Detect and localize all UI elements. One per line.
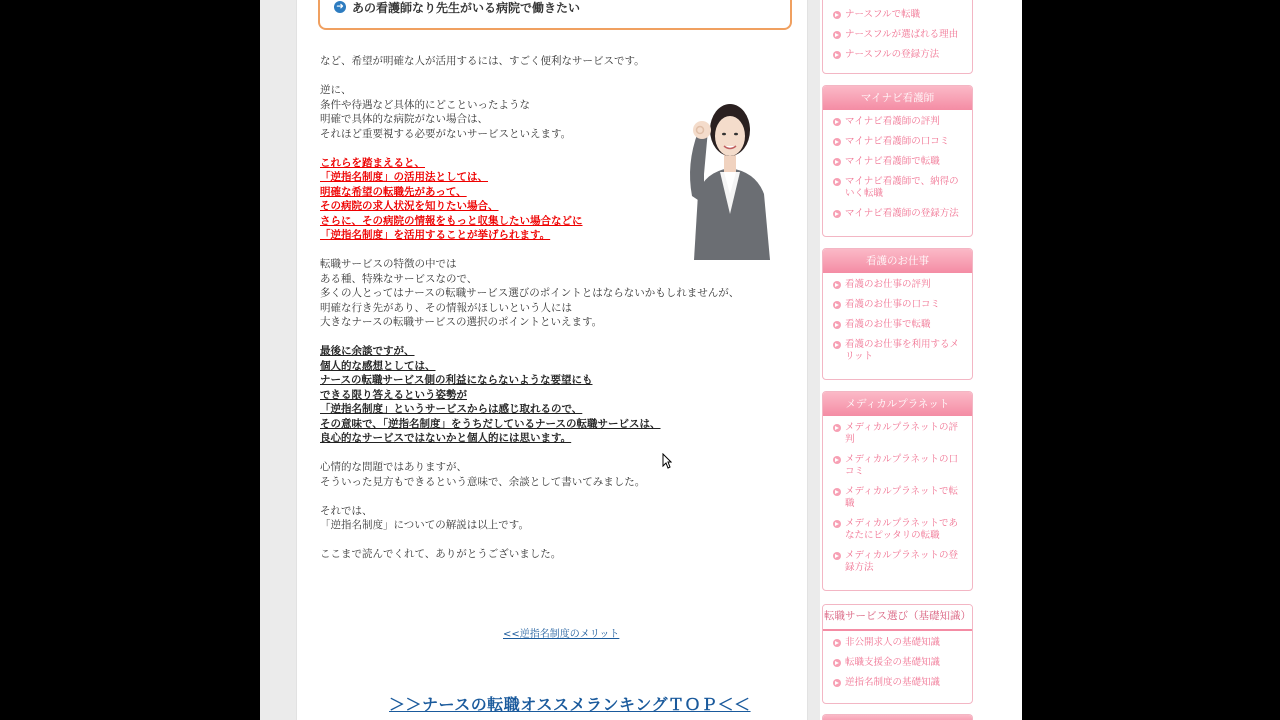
sidebar-box-title: メディカルプラネット — [823, 392, 972, 416]
prev-page-link[interactable]: <<逆指名制度のメリット — [503, 629, 620, 640]
sidebar-link[interactable]: ナースフルで転職 — [833, 9, 966, 21]
callout-text: あの看護師なり先生がいる病院で働きたい — [352, 1, 581, 15]
sidebar-box-nursefull — [822, 0, 973, 74]
sidebar-link[interactable]: メディカルプラネットの評判 — [833, 422, 966, 446]
paragraph: 逆に、 条件や待遇など具体的にどこといったような 明確で具体的な病院がない場合は、 それほど重要視する必要がないサービスといえます。 — [320, 84, 572, 140]
highlight-line: これらを踏まえると、 — [320, 156, 425, 169]
highlight-line: 明確な希望の転職先があって、 — [320, 185, 467, 198]
sidebar-link[interactable]: マイナビ看護師の登録方法 — [833, 208, 966, 220]
sidebar-box-medical-planet — [822, 391, 973, 591]
highlight-line: 良心的なサービスではないかと個人的には思います。 — [320, 432, 572, 444]
highlight-line: 「逆指名制度」というサービスからは感じ取れるので、 — [320, 403, 583, 415]
highlight-line: 「逆指名制度」の活用法としては、 — [320, 171, 488, 183]
paragraph: 心情的な問題ではありますが、 そういった見方もできるという意味で、余談として書いてみました。 — [320, 461, 646, 488]
callout-box — [318, 0, 792, 30]
browser-viewport — [260, 0, 1022, 720]
sidebar-link[interactable]: 逆指名制度の基礎知識 — [833, 677, 966, 689]
ranking-top-link[interactable]: ＞＞ナースの転職オススメランキングＴＯＰ＜＜ — [389, 695, 751, 714]
sidebar-link[interactable]: マイナビ看護師で転職 — [833, 156, 966, 168]
highlight-line: ナースの転職サービス側の利益にならないような要望にも — [320, 374, 593, 386]
sidebar-box-mynavi — [822, 85, 973, 237]
sidebar-link[interactable]: マイナビ看護師で、納得のいく転職 — [833, 176, 966, 200]
sidebar-link[interactable]: 非公開求人の基礎知識 — [833, 637, 966, 649]
sidebar-link[interactable]: 転職支援金の基礎知識 — [833, 657, 966, 669]
sidebar-box-next — [822, 714, 973, 720]
sidebar-box-title: 看護のお仕事 — [823, 249, 972, 273]
sidebar-link[interactable]: メディカルプラネットで転職 — [833, 486, 966, 510]
sidebar-link[interactable]: 看護のお仕事の評判 — [833, 279, 966, 291]
paragraph: ここまで読んでくれて、ありがとうございました。 — [320, 548, 562, 560]
sidebar-link[interactable]: 看護のお仕事の口コミ — [833, 299, 966, 311]
highlight-line: その意味で、「逆指名制度」をうちだしているナースの転職サービスは、 — [320, 417, 661, 430]
sidebar-box-title: 転職サービス選び（基礎知識） — [823, 605, 972, 631]
arrow-circle-icon: ➜ — [334, 1, 346, 13]
sidebar-link[interactable]: メディカルプラネットの口コミ — [833, 454, 966, 478]
nurse-photo — [674, 94, 786, 260]
highlight-line: さらに、その病院の情報をもっと収集したい場合などに — [320, 214, 583, 227]
sidebar-box-basics — [822, 604, 973, 704]
sidebar-link[interactable]: メディカルプラネットの登録方法 — [833, 550, 966, 574]
paragraph: 転職サービスの特徴の中では ある種、特殊なサービスなので、 多くの人とってはナースの転職サービス選びのポイントとはならないかもしれませんが、 明確な行き先があり、その情報がほしいという人には 大きなナースの転職サービスの選択のポイントといえます。 — [320, 258, 740, 328]
sidebar-link[interactable]: マイナビ看護師の口コミ — [833, 136, 966, 148]
sidebar-link[interactable]: ナースフルが選ばれる理由 — [833, 29, 966, 41]
highlight-line: 個人的な感想としては、 — [320, 359, 436, 372]
sidebar-link[interactable]: 看護のお仕事で転職 — [833, 319, 966, 331]
sidebar-box-title: マイナビ看護師 — [823, 86, 972, 110]
paragraph: それでは、 「逆指名制度」についての解説は以上です。 — [320, 504, 529, 531]
sidebar-link[interactable]: ナースフルの登録方法 — [833, 49, 966, 61]
sidebar-link[interactable]: マイナビ看護師の評判 — [833, 116, 966, 128]
mouse-cursor-icon — [662, 453, 672, 469]
highlight-bold-block — [320, 344, 760, 446]
sidebar-link[interactable]: 看護のお仕事を利用するメリット — [833, 339, 966, 363]
paragraph: など、希望が明確な人が活用するには、すごく便利なサービスです。 — [320, 55, 645, 67]
highlight-line: 「逆指名制度」を活用することが挙げられます。 — [320, 229, 551, 241]
highlight-line: 最後に余談ですが、 — [320, 345, 415, 357]
highlight-line: その病院の求人状況を知りたい場合、 — [320, 200, 499, 212]
sidebar-box-kango-oshigoto — [822, 248, 973, 380]
sidebar-link[interactable]: メディカルプラネットであなたにピッタリの転職 — [833, 518, 966, 542]
highlight-line: できる限り答えるという姿勢が — [320, 388, 467, 401]
